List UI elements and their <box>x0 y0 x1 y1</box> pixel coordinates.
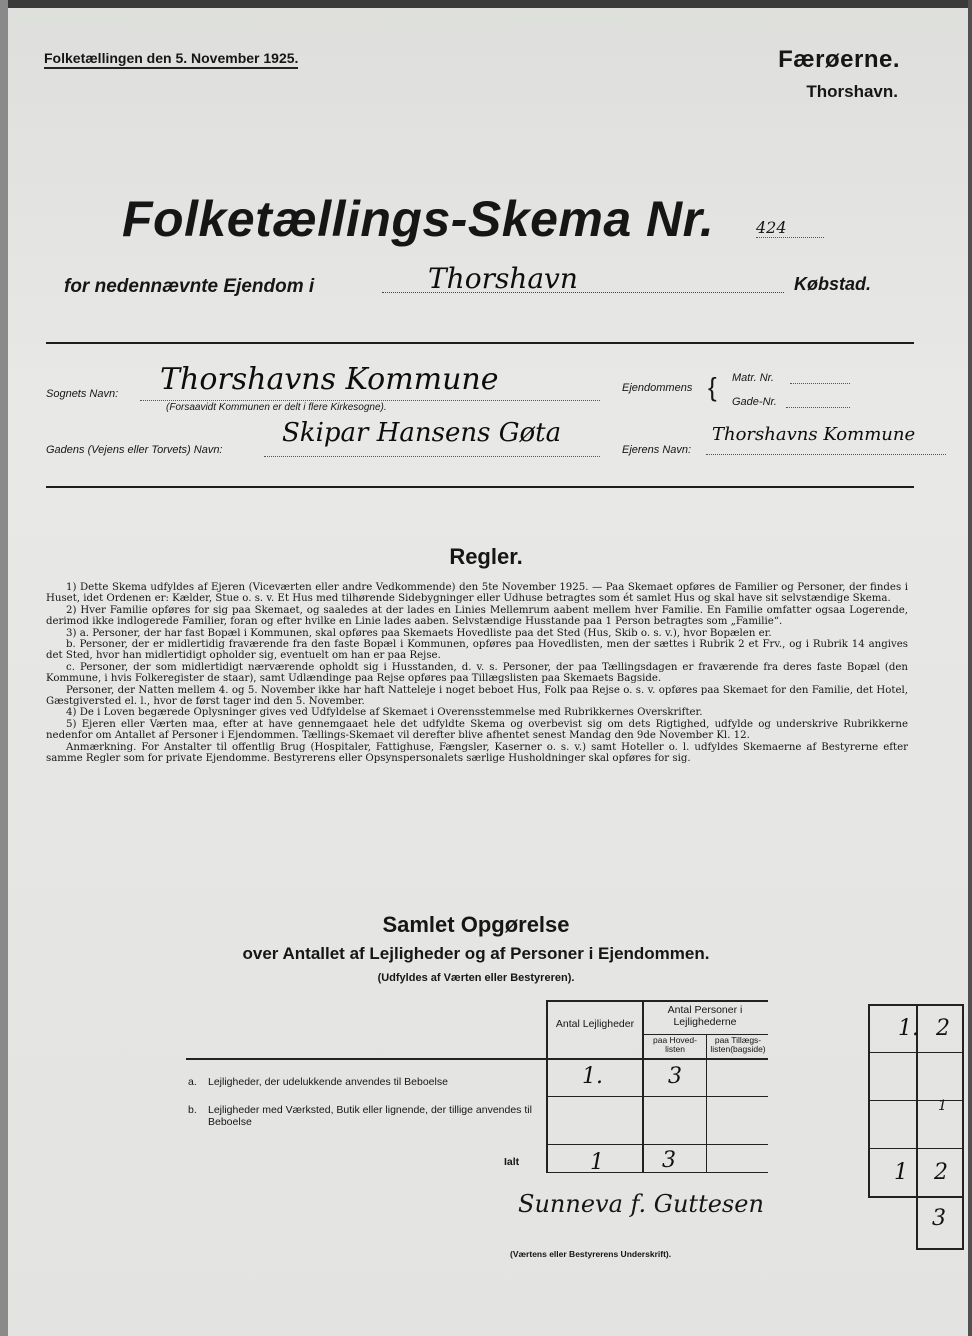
parish-note: (Forsaavidt Kommunen er delt i flere Kirkesogne). <box>166 402 387 413</box>
table-hline <box>546 1172 768 1173</box>
parish-label: Sognets Navn: <box>46 388 119 400</box>
side-tally-hline <box>868 1100 964 1101</box>
col-persons-header: Antal Personer i Lejlighederne <box>667 1004 743 1028</box>
parish-handwritten: Thorshavns Kommune <box>160 362 499 397</box>
form-number-handwritten: 424 <box>756 218 824 238</box>
tally-r1-c2: 2 <box>936 1016 950 1041</box>
total-apartments: 1 <box>590 1150 604 1175</box>
total-label: Ialt <box>504 1156 520 1168</box>
side-tally-hline <box>868 1052 964 1053</box>
property-suffix: Købstad. <box>794 274 872 294</box>
owner-line <box>706 454 946 455</box>
rule-paragraph: 2) Hver Familie opføres for sig paa Skemaet, og saaledes at der lades en Linies Mellemrum aabent mellem hver Familie. En Familie omfatter ogsaa Logerende, derimod ikke indlogerede Familier, foran og efter hvilke en Linie lades aaben. Selvstændige Husstande paa 1 Person betragtes som „Familie“. <box>46 604 908 628</box>
owner-label: Ejerens Navn: <box>622 444 692 456</box>
row-b-label: Lejligheder med Værksted, Butik eller lignende, der tillige anvendes til Beboelse <box>208 1104 532 1128</box>
table-header-rule <box>186 1058 768 1060</box>
form-title: Folketællings-Skema Nr. <box>122 191 715 247</box>
row-a-key: a. <box>188 1076 197 1088</box>
total-main: 3 <box>662 1148 676 1173</box>
property-place-handwritten: Thorshavn <box>428 262 578 295</box>
table-top-rule <box>546 1000 768 1002</box>
town-label: Thorshavn. <box>806 82 898 101</box>
rule-paragraph: 4) De i Loven begærede Oplysninger gives ved Udfyldelse af Skemaet i Overensstemmelse med Rubrikkernes Overskrifter. <box>66 707 703 719</box>
street-line <box>264 456 600 457</box>
rule-paragraph: c. Personer, der som midlertidigt nærværende opholdt sig i Husstanden, d. v. s. Personer, der paa Tællingsdagen er fraværende fra deres faste Bopæl (den Kommune, i hvis Folkeregister de staar), samt Udlændinge paa Rejse opføres paa Tillægslisten paa Skemaets Bagside. <box>46 661 908 685</box>
row-a-main: 3 <box>668 1064 682 1089</box>
table-vline <box>546 1000 548 1172</box>
signature-handwritten: Sunneva f. Guttesen <box>518 1190 764 1218</box>
gade-line <box>786 407 850 408</box>
row-b-key: b. <box>188 1104 197 1116</box>
rule-paragraph: 1) Dette Skema udfyldes af Ejeren (Viceværten eller andre Vedkommende) den 5te November 1925. — Paa Skemaet opføres de Familier og Personer, der findes i Huset, idet Ordenen er: Kælder, Stue o. s. v. Et Hus med tilhørende Sidebygninger eller Udhuse betragtes som ét samlet Hus og skal have sit selvstændige Skema. <box>46 582 908 605</box>
parish-line <box>140 400 600 401</box>
property-label: for nedennævnte Ejendom i <box>64 276 315 297</box>
row-a-apartments: 1. <box>582 1064 603 1089</box>
table-hline <box>546 1096 768 1097</box>
signature-caption: (Værtens eller Bestyrerens Underskrift). <box>510 1249 672 1259</box>
col-main-header: paa Hoved-listen <box>653 1035 697 1054</box>
owner-handwritten: Thorshavns Kommune <box>712 424 916 445</box>
estate-brace-icon: { <box>708 372 717 402</box>
census-date: Folketællingen den 5. November 1925. <box>44 50 298 69</box>
table-vline <box>642 1000 644 1172</box>
matr-label: Matr. Nr. <box>732 372 774 384</box>
rules-text <box>46 582 908 765</box>
estate-label: Ejendommens <box>622 382 693 394</box>
tally-r5: 3 <box>932 1206 946 1231</box>
rule-paragraph: 5) Ejeren eller Værten maa, efter at have gennemgaaet hele det udfyldte Skema og overbevist sig om dets Rigtighed, udfylde og underskrive Rubrikkerne nedenfor om Antallet af Personer i Ejendommen. Tællings-Skemaet vil derefter blive afhentet senest Mandag den 9de November Kl. 12. <box>46 718 908 742</box>
divider-bottom <box>46 486 914 488</box>
rules-heading: Regler. <box>449 544 523 569</box>
rule-paragraph: Personer, der Natten mellem 4. og 5. November ikke har haft Natteleje i noget beboet Hus, Folk paa Rejse o. s. v. opføres paa Skemaet for den Familie, det Hotel, Gæstgiversted el. l., hvor de først tager ind den 5. November. <box>46 684 908 708</box>
matr-line <box>790 383 850 384</box>
gade-label: Gade-Nr. <box>732 396 777 408</box>
scan-border-top <box>0 0 972 8</box>
rule-paragraph: b. Personer, der er midlertidig fraværende fra den faste Bopæl i Kommunen, opføres paa Hovedlisten, men der sættes i Rubrik 2 et Frv., og i Rubrik 14 angives det Sted, hvor han midlertidigt opholder sig, eventuelt om han er paa Rejse. <box>46 639 908 662</box>
rule-paragraph: 3) a. Personer, der har fast Bopæl i Kommunen, skal opføres paa Skemaets Hovedliste paa det Sted (Hus, Skib o. s. v.), hvor Bopælen er. <box>66 627 772 639</box>
summary-title: Samlet Opgørelse <box>382 912 570 937</box>
col-supp-header: paa Tillægs-listen(bagside) <box>710 1035 766 1054</box>
divider-top <box>46 342 914 344</box>
side-tally-hline <box>868 1148 964 1149</box>
street-handwritten: Skipar Hansens Gøta <box>282 418 562 448</box>
region-label: Færøerne. <box>778 46 900 73</box>
tally-r1-c1: 1. <box>898 1016 919 1041</box>
row-a-label: Lejligheder, der udelukkende anvendes til Beboelse <box>208 1076 448 1088</box>
street-label: Gadens (Vejens eller Torvets) Navn: <box>46 444 223 456</box>
scan-border-left <box>0 0 8 1336</box>
table-hline <box>546 1144 768 1145</box>
tally-r3-c2: 1 <box>938 1098 947 1114</box>
summary-subtitle: over Antallet af Lejligheder og af Personer i Ejendommen. <box>242 944 710 963</box>
col-apartments-header: Antal Lejligheder <box>555 1018 635 1030</box>
tally-r4-c1: 1 <box>894 1160 908 1185</box>
scan-border-right <box>968 0 972 1336</box>
rule-paragraph: Anmærkning. For Anstalter til offentlig Brug (Hospitaler, Fattighuse, Fængsler, Kaserner o. s. v.) samt Hoteller o. l. udfyldes Skemaerne af Bestyrerne efter samme Regler som for private Ejendomme. Bestyrerens eller Opsynspersonalets særlige Husholdninger skal opføres for sig. <box>46 741 908 765</box>
tally-r4-c2: 2 <box>934 1160 948 1185</box>
table-vline <box>706 1034 707 1172</box>
summary-instruction: (Udfyldes af Værten eller Bestyreren). <box>377 972 575 984</box>
